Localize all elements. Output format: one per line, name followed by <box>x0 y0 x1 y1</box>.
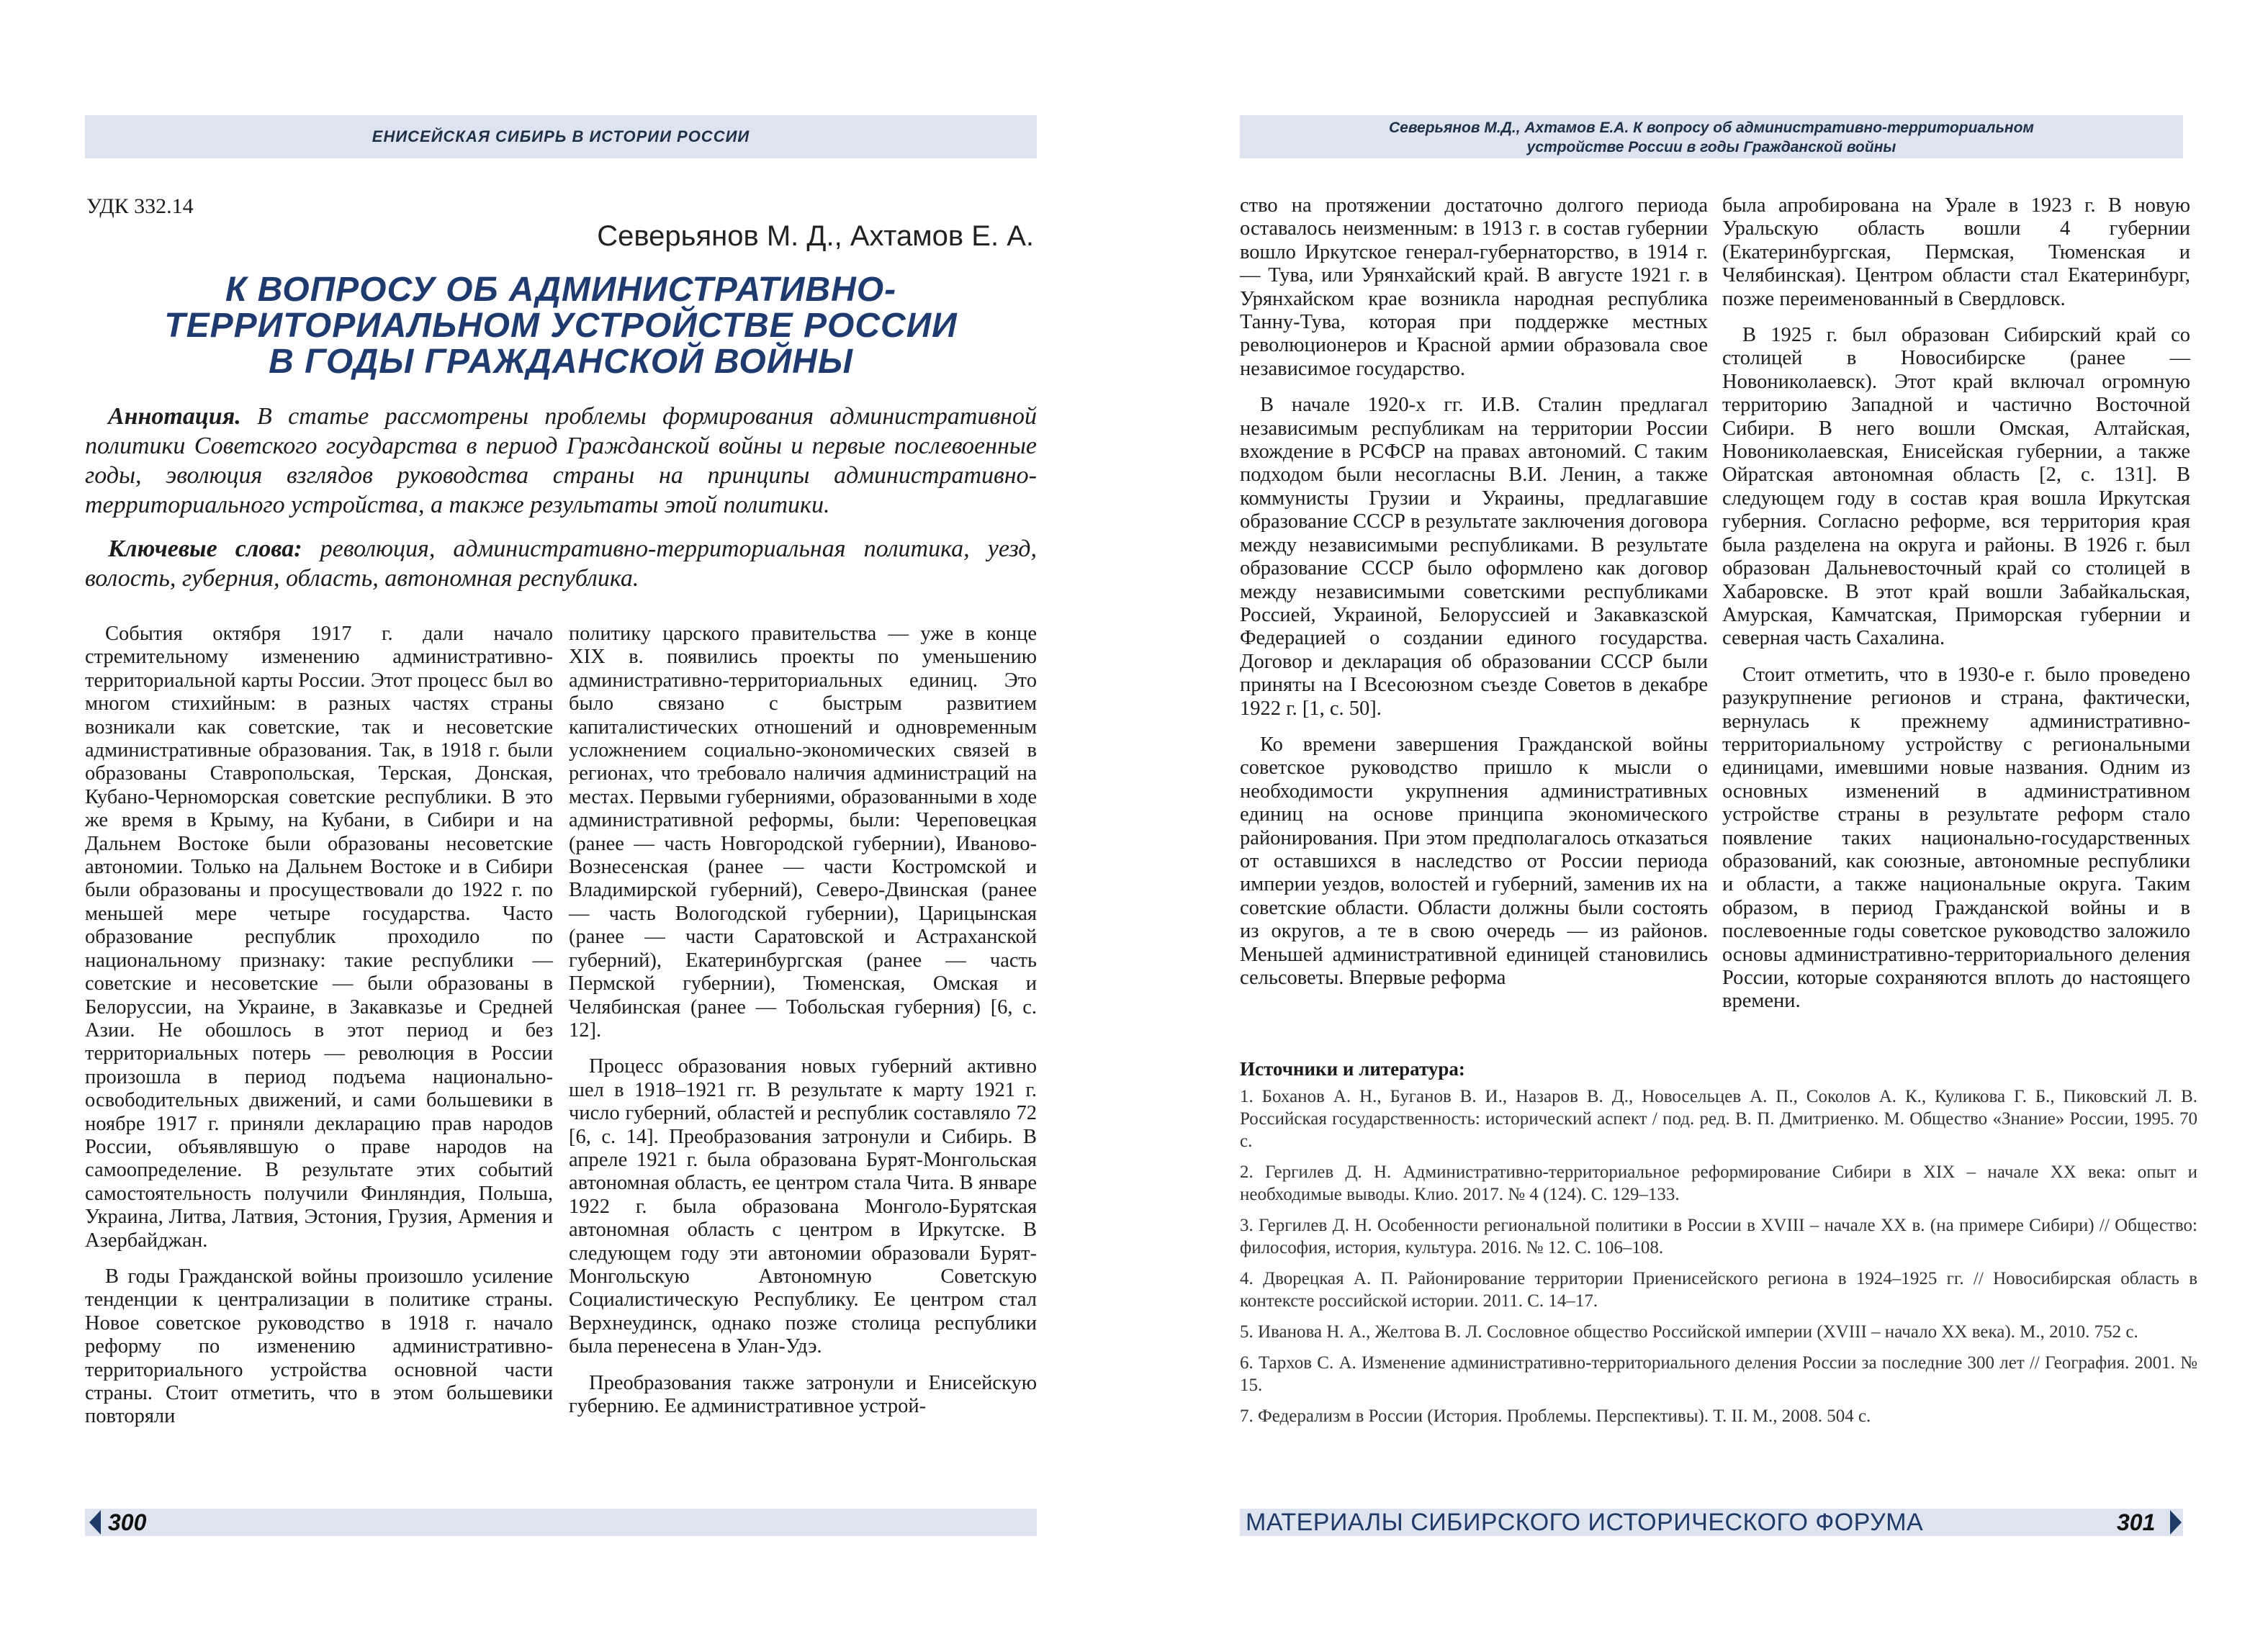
text-column-1 <box>85 623 553 1442</box>
running-head-line: Северьянов М.Д., Ахтамов Е.А. К вопросу об административно-территориальном <box>1389 119 2034 136</box>
chevron-right-icon <box>2170 1510 2182 1535</box>
abstract <box>85 402 1037 520</box>
paragraph: В 1925 г. был образован Сибирский край со столицей в Новосибирске (ранее — Новониколаевск). Этот край включал огромную территорию Западной и частично Восточной Сибири. В него вошли Омская, Алтайская, Новониколаевская, Енисейская губернии, а также Ойратская автономная область [2, с. 131]. В следующем году в состав края вошла Иркутская губерния. Согласно реформе, вся территория края была разделена на округа и районы. В 1926 г. был образован Дальневосточный край со столицей в Хабаровске. В этот край вошли Забайкальская, Амурская, Камчатская, Приморская губернии и северная часть Сахалина. <box>1722 324 2190 650</box>
running-head-line: устройстве России в годы Гражданской войны <box>1526 139 1896 155</box>
paragraph: Преобразования также затронули и Енисейскую губернию. Ее административное устрой- <box>569 1371 1037 1417</box>
text-column-3 <box>1240 194 1708 1003</box>
udk-code: УДК 332.14 <box>86 194 194 218</box>
references-list <box>1240 1085 2197 1436</box>
paragraph: была апробирована на Урале в 1923 г. В новую Уральскую область вошли 4 губернии (Екатеринбургская, Пермская, Тюменская и Челябинская). Центром области стал Екатеринбург, позже переименованный в Свердловск. <box>1722 194 2190 310</box>
abstract-label: Аннотация. <box>108 403 241 430</box>
footer-band-left <box>85 1509 1037 1536</box>
reference-item: 4. Дворецкая А. П. Районирование территории Приенисейского региона в 1924–1925 гг. // Новосибирская область в контексте российской истории. 2011. С. 14–17. <box>1240 1269 2197 1311</box>
text-column-4 <box>1722 194 2190 1026</box>
page-number-left: 300 <box>108 1509 147 1535</box>
keywords-text: революция, административно-территориальная политика, уезд, волость, губерния, область, автономная республика. <box>85 536 1037 592</box>
abstract-text: В статье рассмотрены проблемы формирования административной политики Советского государства в период Гражданской войны и первые послевоенные годы, эволюция взглядов руководства страны на принципы административно-территориального устройства, а также результаты этой политики. <box>85 403 1037 518</box>
paragraph: События октября 1917 г. дали начало стремительному изменению административно-территориальной карты России. Этот процесс был во многом стихийным: в разных частях страны возникали как советские, так и несоветские административные образования. Так, в 1918 г. были образованы Ставропольская, Терская, Донская, Кубано-Черноморская советские республики. В это же время в Крыму, на Кубани, в Сибири и на Дальнем Востоке были образованы несоветские автономии. Только на Дальнем Востоке и в Сибири были образованы и просуществовали до 1922 г. по меньшей мере четыре государства. Часто образование республик проходило по национальному признаку: такие республики — советские и несоветские — были образованы в Белоруссии, на Украине, в Закавказье и Средней Азии. Не обошлось в этот период и без территориальных потерь — революция в России произошла в период подъема национально-освободительных движений, и сами большевики в ноябре 1917 г. приняли декларацию прав народов России, объявлявшую о праве народов на самоопределение. В результате этих событий самостоятельность получили Финляндия, Польша, Украина, Литва, Латвия, Эстония, Грузия, Армения и Азербайджан. <box>85 623 553 1252</box>
journal-footer-title: МАТЕРИАЛЫ СИБИРСКОГО ИСТОРИЧЕСКОГО ФОРУМА <box>1246 1509 1924 1536</box>
text-column-2 <box>569 623 1037 1431</box>
paragraph: Стоит отметить, что в 1930-е г. было проведено разукрупнение регионов и страна, фактически, вернулась к прежнему административно-территориальному устройству с региональными единицами, имевшими новые названия. Одним из основных изменений в административном устройстве страны в результате реформ стало появление таких национально-государственных образований, как союзные, автономные республики и области, а также национальные округа. Таким образом, в период Гражданской войны и в послевоенные годы советское руководство заложило основы административно-территориального деления России, которые сохраняются вплоть до настоящего времени. <box>1722 663 2190 1013</box>
reference-item: 7. Федерализм в России (История. Проблемы. Перспективы). Т. II. М., 2008. 504 с. <box>1240 1406 1871 1426</box>
reference-item: 2. Гергилев Д. Н. Административно-территориальное реформирование Сибири в XIX – начале XX века: опыт и необходимые выводы. Клио. 2017. № 4 (124). С. 129–133. <box>1240 1162 2197 1204</box>
reference-item: 6. Тархов С. А. Изменение административно-территориального деления России за последние 300 лет // География. 2001. № 15. <box>1240 1353 2197 1395</box>
paragraph: ство на протяжении достаточно долгого периода оставалось неизменным: в 1913 г. в состав губернии вошло Иркутское генерал-губернаторство, в 1914 г. — Тува, или Урянхайский край. В августе 1921 г. в Урянхайском крае возникла народная республика Танну-Тува, которая при поддержке местных революционеров и Красной армии образовала свое независимое государство. <box>1240 194 1708 380</box>
paragraph: Процесс образования новых губерний активно шел в 1918–1921 гг. В результате к марту 1921 г. число губерний, областей и республик составляло 72 [6, с. 14]. Преобразования затронули и Сибирь. В апреле 1921 г. была образована Бурят-Монгольская автономная область, ее центром стала Чита. В январе 1922 г. была образована Монголо-Бурятская автономная область с центром в Иркутске. В следующем году эти автономии образовали Бурят-Монгольскую Автономную Советскую Социалистическую Республику. Ее центром стал Верхнеудинск, однако позже столица республики была перенесена в Улан-Удэ. <box>569 1055 1037 1358</box>
title-line: К ВОПРОСУ ОБ АДМИНИСТРАТИВНО- <box>225 271 897 309</box>
keywords-label: Ключевые слова: <box>108 536 302 562</box>
reference-item: 1. Боханов А. Н., Буганов В. И., Назаров В. Д., Новосельцев А. П., Соколов А. К., Куликова Г. Б., Пиковский Л. В. Российская государственность: исторический аспект / под. ред. В. П. Дмитриенко. М. Общество «Знание» России, 1995. 70 с. <box>1240 1087 2197 1151</box>
paragraph: Ко времени завершения Гражданской войны советское руководство пришло к мысли о необходимости укрупнения административных единиц на основе принципа экономического районирования. При этом предполагалось отказаться от оставшихся в наследство от России периода империи уездов, волостей и губерний, заменив их на советские области. Области должны были состоять из округов, а те в свою очередь — из районов. Меньшей административной единицей становились сельсоветы. Впервые реформа <box>1240 733 1708 989</box>
article-title <box>85 272 1037 380</box>
paragraph: В годы Гражданской войны произошло усиление тенденции к централизации в политике страны. Новое советское руководство в 1918 г. начало реформу по изменению административно-территориального устройства основной части страны. Стоит отметить, что в этом большевики повторяли <box>85 1265 553 1428</box>
running-head-right <box>1240 115 2183 158</box>
page-number-right: 301 <box>2117 1509 2156 1535</box>
reference-item: 5. Иванова Н. А., Желтова В. Л. Сословное общество Российской империи (XVIII – начало XX века). М., 2010. 752 с. <box>1240 1322 2138 1342</box>
keywords <box>85 534 1037 593</box>
running-head-left: ЕНИСЕЙСКАЯ СИБИРЬ В ИСТОРИИ РОССИИ <box>85 115 1037 158</box>
paragraph: В начале 1920-х гг. И.В. Сталин предлагал независимым республикам на территории России вхождение в РСФСР на правах автономий. С таким подходом были несогласны В.И. Ленин, а также коммунисты Грузии и Украины, предлагавшие образование СССР в результате заключения договора между независимыми республиками. В результате образование СССР было оформлено как договор между независимыми советскими республиками Россией, Украиной, Белоруссией и Закавказской Федерацией о создании единого государства. Договор и декларация об образовании СССР были приняты на I Всесоюзном съезде Советов в декабре 1922 г. [1, с. 50]. <box>1240 394 1708 720</box>
title-line: В ГОДЫ ГРАЖДАНСКОЙ ВОЙНЫ <box>269 343 853 381</box>
references-heading: Источники и литература: <box>1240 1058 1465 1080</box>
chevron-left-icon <box>89 1510 101 1535</box>
article-authors: Северьянов М. Д., Ахтамов Е. А. <box>597 220 1034 252</box>
reference-item: 3. Гергилев Д. Н. Особенности региональной политики в России в XVIII – начале XX в. (на примере Сибири) // Общество: философия, история, культура. 2016. № 12. С. 106–108. <box>1240 1216 2197 1257</box>
title-line: ТЕРРИТОРИАЛЬНОМ УСТРОЙСТВЕ РОССИИ <box>164 307 958 345</box>
paragraph: политику царского правительства — уже в конце XIX в. появились проекты по уменьшению административно-территориальных единиц. Это было связано с быстрым развитием капиталистических отношений и одновременным усложнением социально-экономических связей в регионах, что требовало наличия администраций на местах. Первыми губерниями, образованными в ходе административной реформы, были: Череповецкая (ранее — часть Новгородской губернии), Иваново-Вознесенская (ранее — части Костромской и Владимирской губерний), Северо-Двинская (ранее — часть Вологодской губернии), Царицынская (ранее — части Саратовской и Астраханской губерний), Екатеринбургская (ранее — часть Пермской губернии), Тюменская, Омская и Челябинская (ранее — Тобольская губерния) [6, с. 12]. <box>569 623 1037 1042</box>
